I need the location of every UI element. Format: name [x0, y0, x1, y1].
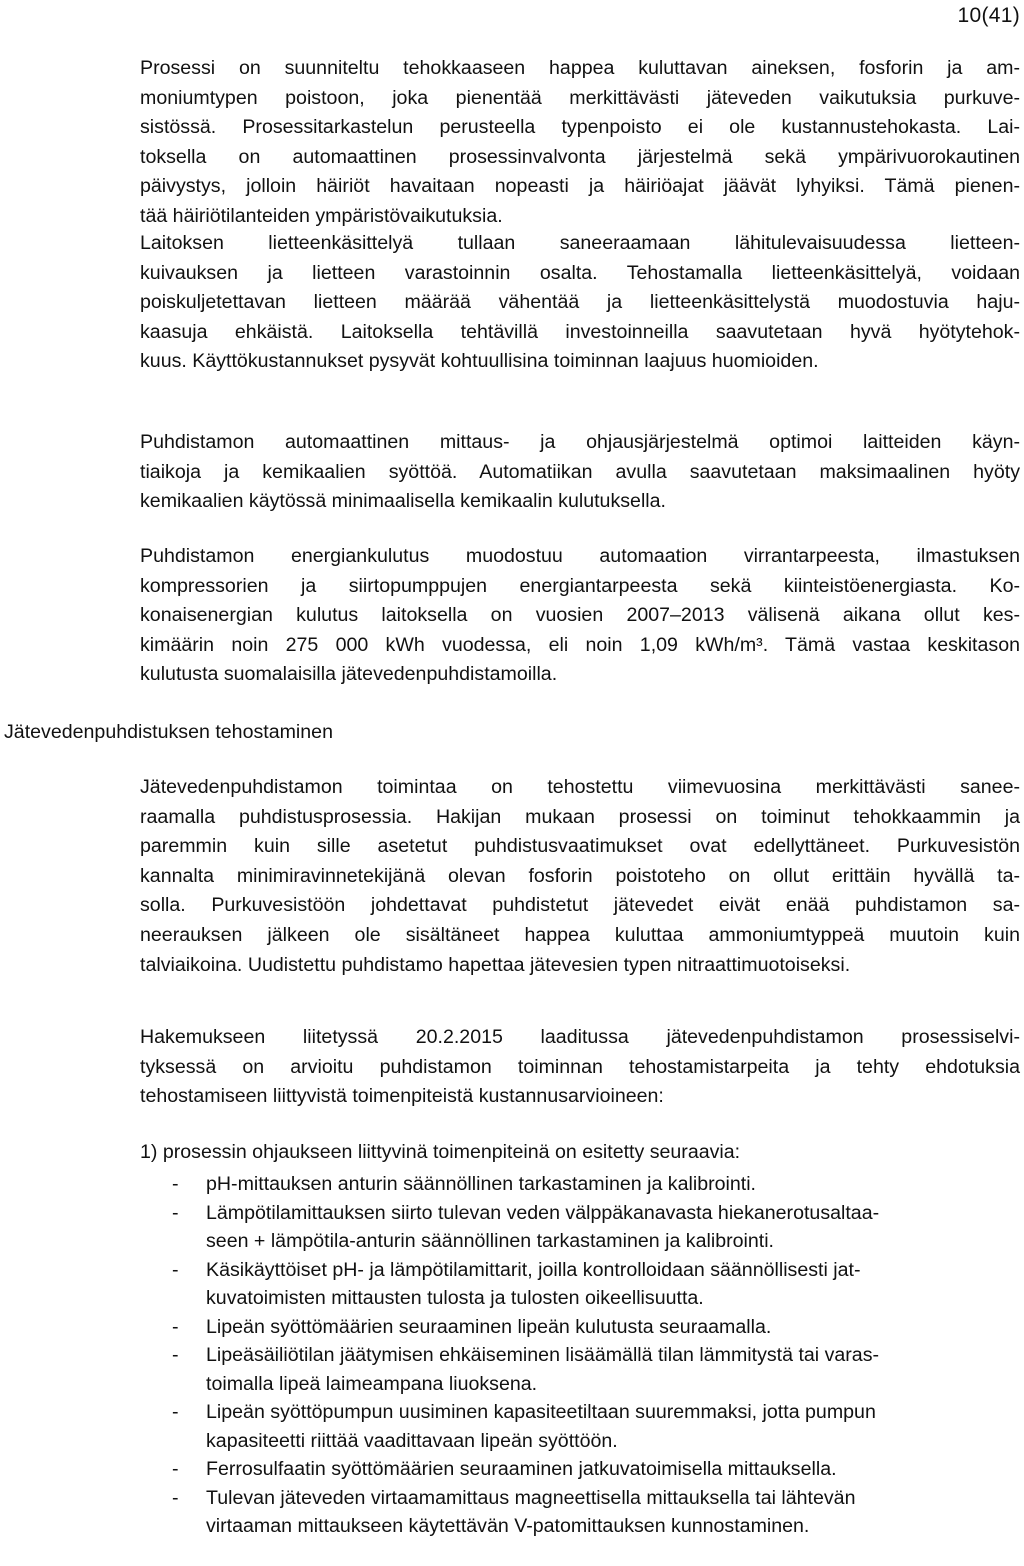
text-line: Jätevedenpuhdistamon toimintaa on tehostettu viimevuosina merkittävästi sanee- [140, 776, 1020, 798]
list-item [172, 1256, 1020, 1313]
text-line: Laitoksen lietteenkäsittelyä tullaan saneeraamaan lähitulevaisuudessa lietteen- [140, 232, 1020, 254]
text-line: tiaikoja ja kemikaalien syöttöä. Automatiikan avulla saavutetaan maksimaalinen hyöty [140, 460, 1020, 483]
paragraph-efficiency [140, 773, 1020, 980]
list-item-line: kuvatoimisten mittausten tulosta ja tulosten oikeellisuutta. [206, 1287, 704, 1309]
text-line: raamalla puhdistusprosessia. Hakijan mukaan prosessi on toiminut tehokkaammin ja [140, 805, 1020, 828]
text-line: tää häiriötilanteiden ympäristövaikutuksia. [140, 204, 503, 227]
paragraph-sludge [140, 229, 1020, 377]
list-item-line: pH-mittauksen anturin säännöllinen tarkastaminen ja kalibrointi. [206, 1173, 757, 1195]
text-line: Hakemukseen liitetyssä 20.2.2015 laaditussa jätevedenpuhdistamon prosessiselvi- [140, 1026, 1020, 1048]
paragraph-automation [140, 428, 1020, 517]
list-item-line: Tulevan jäteveden virtaamamittaus magneettisella mittauksella tai lähtevän [206, 1486, 856, 1509]
text-line: Prosessi on suunniteltu tehokkaaseen happea kuluttavan aineksen, fosforin ja am- [140, 57, 1020, 79]
list-item-line: Lämpötilamittauksen siirto tulevan veden välppäkanavasta hiekanerotusaltaa- [206, 1201, 880, 1224]
text-line: tehostamiseen liittyvistä toimenpiteistä kustannusarvioineen: [140, 1085, 664, 1108]
list-item-line: toimalla lipeä laimeampana liuoksena. [206, 1372, 538, 1395]
dash-bullet: - [172, 1401, 179, 1423]
section-heading: Jätevedenpuhdistuksen tehostaminen [4, 721, 333, 743]
dash-bullet: - [172, 1201, 179, 1224]
text-line: kaasuja ehkäistä. Laitoksella tehtävillä investoinneilla saavutetaan hyvä hyötytehok- [140, 320, 1020, 343]
text-line: kuus. Käyttökustannukset pysyvät kohtuullisina toiminnan laajuus huomioiden. [140, 350, 819, 373]
text-line: kannalta minimiravinnetekijänä olevan fosforin poistoteho on ollut erittäin hyvällä ta- [140, 864, 1020, 887]
list-item-line: seen + lämpötila-anturin säännöllinen tarkastaminen ja kalibrointi. [206, 1230, 774, 1252]
text-line: päivystys, jolloin häiriöt havaitaan nopeasti ja häiriöajat jäävät lyhyiksi. Tämä pienen- [140, 175, 1020, 198]
text-line: kemikaalien käytössä minimaalisella kemikaalin kulutuksella. [140, 490, 666, 513]
list-item-line: virtaaman mittaukseen käytettävän V-patomittauksen kunnostaminen. [206, 1515, 810, 1537]
list-item-line: Lipeän syöttömäärien seuraaminen lipeän kulutusta seuraamalla. [206, 1315, 772, 1338]
text-line: Puhdistamon automaattinen mittaus- ja ohjausjärjestelmä optimoi laitteiden käyn- [140, 431, 1020, 453]
paragraph-report [140, 1023, 1020, 1112]
list-intro: 1) prosessin ohjaukseen liittyvinä toimenpiteinä on esitetty seuraavia: [140, 1141, 741, 1163]
dash-bullet: - [172, 1344, 179, 1366]
text-line: poiskuljetettavan lietteen määrää vähentää ja lietteenkäsittelystä muodostuvia haju- [140, 291, 1020, 314]
list-item-line: Ferrosulfaatin syöttömäärien seuraaminen jatkuvatoimisella mittauksella. [206, 1458, 837, 1480]
list-item [172, 1341, 1020, 1398]
list-item [172, 1455, 1020, 1484]
dash-bullet: - [172, 1486, 179, 1509]
text-line: konaisenergian kulutus laitoksella on vuosien 2007–2013 välisenä aikana ollut kes- [140, 604, 1020, 627]
paragraph-energy [140, 542, 1020, 690]
dash-bullet: - [172, 1315, 179, 1338]
text-line: kimäärin noin 275 000 kWh vuodessa, eli noin 1,09 kWh/m³. Tämä vastaa keskitason [140, 633, 1020, 656]
dash-bullet: - [172, 1173, 179, 1195]
text-line: Puhdistamon energiankulutus muodostuu automaation virrantarpeesta, ilmastuksen [140, 545, 1020, 567]
text-line: neerauksen jälkeen ole sisältäneet happea kuluttaa ammoniumtyppeä muutoin kuin [140, 923, 1020, 946]
paragraph-process [140, 54, 1020, 232]
measures-list [172, 1170, 1020, 1541]
list-item-line: kapasiteetti riittää vaadittavaan lipeän syöttöön. [206, 1429, 618, 1452]
text-line: kompressorien ja siirtopumppujen energiantarpeesta sekä kiinteistöenergiasta. Ko- [140, 574, 1020, 597]
list-item-line: Lipeän syöttöpumpun uusiminen kapasiteetiltaan suuremmaksi, jotta pumpun [206, 1401, 876, 1423]
list-item [172, 1313, 1020, 1342]
text-line: moniumtypen poistoon, joka pienentää merkittävästi jäteveden vaikutuksia purkuve- [140, 86, 1020, 109]
text-line: toksella on automaattinen prosessinvalvonta järjestelmä sekä ympärivuorokautinen [140, 145, 1020, 168]
text-line: solla. Purkuvesistöön johdettavat puhdistetut jätevedet eivät enää puhdistamon sa- [140, 894, 1020, 917]
list-item [172, 1484, 1020, 1541]
list-item [172, 1398, 1020, 1455]
text-line: sistössä. Prosessitarkastelun perusteella typenpoisto ei ole kustannustehokasta. Lai- [140, 116, 1020, 139]
text-line: kulutusta suomalaisilla jätevedenpuhdistamoilla. [140, 663, 558, 686]
list-item [172, 1199, 1020, 1256]
dash-bullet: - [172, 1458, 179, 1480]
page-number: 10(41) [957, 4, 1020, 27]
text-line: talviaikoina. Uudistettu puhdistamo hapettaa jätevesien typen nitraattimuotoiseksi. [140, 953, 851, 976]
list-item-line: Käsikäyttöiset pH- ja lämpötilamittarit, joilla kontrolloidaan säännöllisesti jat- [206, 1258, 861, 1281]
dash-bullet: - [172, 1258, 179, 1281]
text-line: tyksessä on arvioitu puhdistamon toiminnan tehostamistarpeita ja tehty ehdotuksia [140, 1055, 1020, 1078]
list-item-line: Lipeäsäiliötilan jäätymisen ehkäiseminen lisäämällä tilan lämmitystä tai varas- [206, 1344, 880, 1366]
list-item [172, 1170, 1020, 1199]
text-line: kuivauksen ja lietteen varastoinnin osalta. Tehostamalla lietteenkäsittelyä, voidaan [140, 261, 1020, 284]
text-line: paremmin kuin sille asetetut puhdistusvaatimukset ovat edellyttäneet. Purkuvesistön [140, 835, 1020, 858]
